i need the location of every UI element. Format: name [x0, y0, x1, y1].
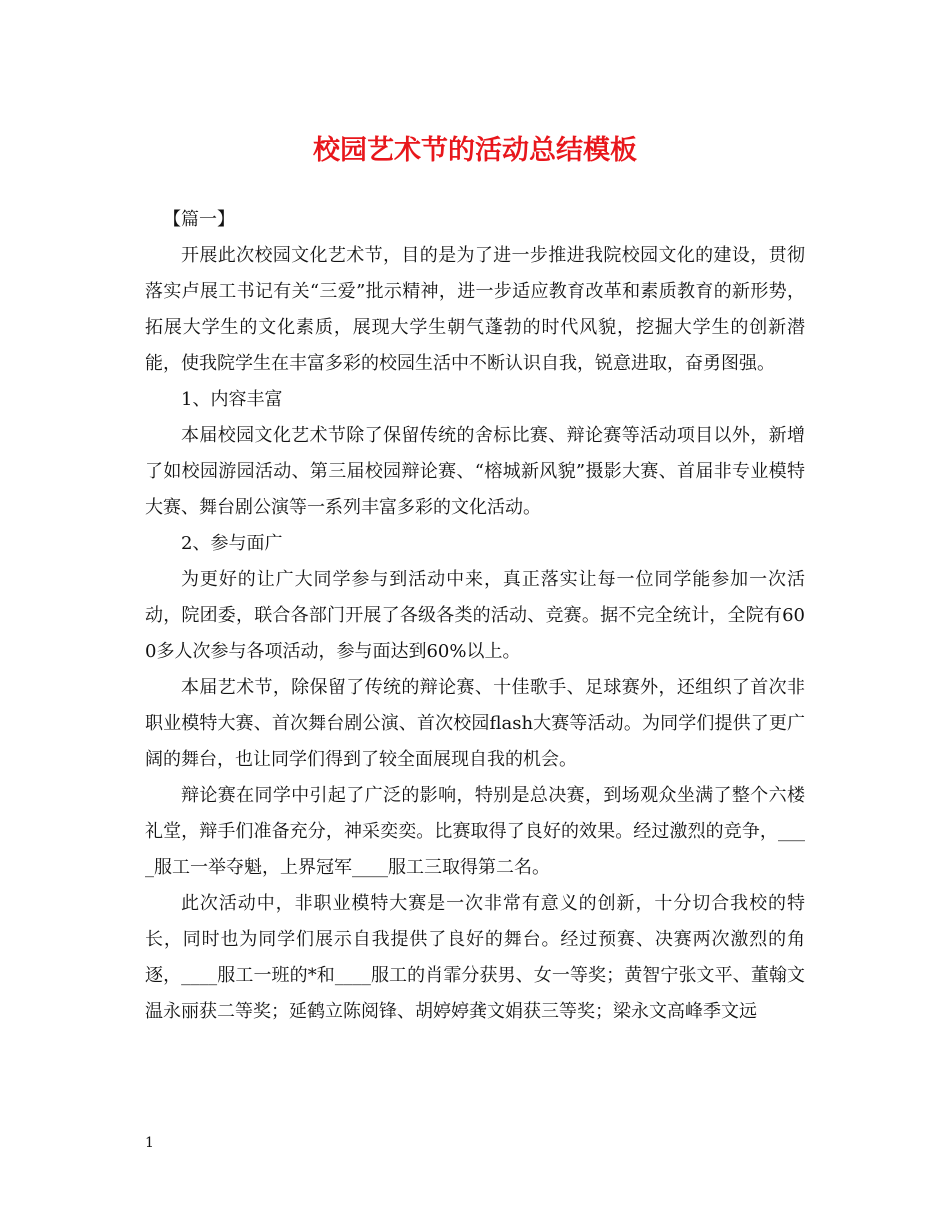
- paragraph-model-contest: 此次活动中，非职业模特大赛是一次非常有意义的创新，十分切合我校的特长，同时也为同学们展示自我提供了良好的舞台。经过预赛、决赛两次激烈的角逐，____服工一班的*和____服工的肖霏分获男、女一等奖；黄智宁张文平、董翰文温永丽获二等奖；延鹤立陈阅锋、胡婷婷龚文娟获三等奖；梁永文高峰季文远: [145, 893, 805, 1022]
- subheading-wide-participation: 2、参与面广: [181, 533, 283, 554]
- paragraph-participation: 为更好的让广大同学参与到活动中来，真正落实让每一位同学能参加一次活动，院团委，联合各部门开展了各级各类的活动、竞赛。据不完全统计，全院有600多人次参与各项活动，参与面达到60%以上。: [145, 569, 805, 662]
- paragraph-content-rich: 本届校园文化艺术节除了保留传统的舍标比赛、辩论赛等活动项目以外，新增了如校园游园活动、第三届校园辩论赛、“榕城新风貌”摄影大赛、首届非专业模特大赛、舞台剧公演等一系列丰富多彩的文化活动。: [145, 425, 805, 518]
- paragraph-debate: 辩论赛在同学中引起了广泛的影响，特别是总决赛，到场观众坐满了整个六楼礼堂，辩手们准备充分，神采奕奕。比赛取得了良好的效果。经过激烈的竞争，____服工一举夺魁，上界冠军____服工三取得第二名。: [145, 785, 805, 878]
- document-title: 校园艺术节的活动总结模板: [313, 135, 637, 166]
- paragraph-art-festival: 本届艺术节，除保留了传统的辩论赛、十佳歌手、足球赛外，还组织了首次非职业模特大赛、首次舞台剧公演、首次校园flash大赛等活动。为同学们提供了更广阔的舞台，也让同学们得到了较全面展现自我的机会。: [145, 677, 805, 770]
- paragraph-intro: 开展此次校园文化艺术节，目的是为了进一步推进我院校园文化的建设，贯彻落实卢展工书记有关“三爱”批示精神，进一步适应教育改革和素质教育的新形势，拓展大学生的文化素质，展现大学生朝气蓬勃的时代风貌，挖掘大学生的创新潜能，使我院学生在丰富多彩的校园生活中不断认识自我，锐意进取，奋勇图强。: [145, 245, 805, 374]
- page-number: 1: [145, 1135, 154, 1151]
- document-body: [145, 202, 805, 1030]
- subheading-content-rich: 1、内容丰富: [181, 389, 283, 410]
- section-label: 【篇一】: [163, 209, 235, 230]
